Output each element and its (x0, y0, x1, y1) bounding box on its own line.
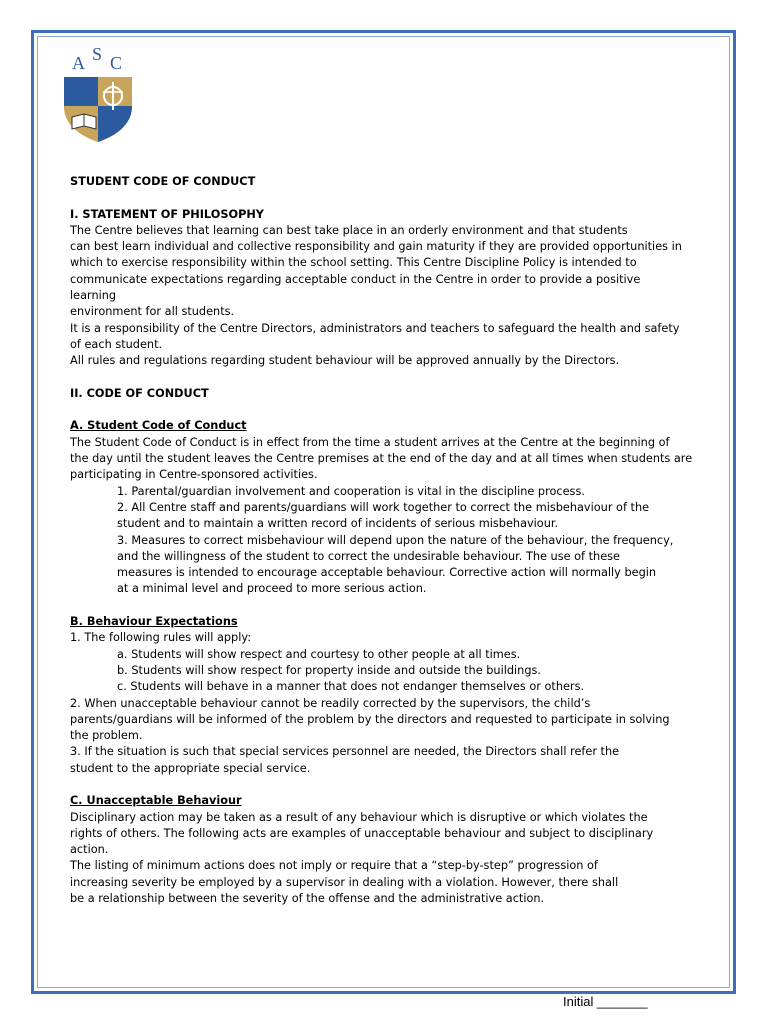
paragraph-line: 2. When unacceptable behaviour cannot be readily corrected by the supervisors, the child’s (70, 696, 591, 710)
list-item: and the willingness of the student to correct the undesirable behaviour. The use of these (117, 549, 620, 563)
logo-letter-s: S (92, 44, 103, 64)
paragraph-line: 3. If the situation is such that special services personnel are needed, the Directors shall refer the (70, 745, 620, 759)
paragraph-line: The listing of minimum actions does not imply or require that a “step-by-step” progression of (70, 859, 598, 873)
paragraph-line: The Centre believes that learning can best take place in an orderly environment and that students (70, 223, 628, 237)
paragraph-line: can best learn individual and collective responsibility and gain maturity if they are provided opportunities in (70, 240, 682, 254)
list-item: 1. Parental/guardian involvement and cooperation is vital in the discipline process. (117, 484, 585, 498)
paragraph-line: action. (70, 843, 109, 857)
logo-letter-a: A (72, 53, 85, 73)
list-item: 2. All Centre staff and parents/guardians will work together to correct the misbehaviour of the (117, 500, 650, 514)
paragraph-line: learning (70, 289, 117, 303)
section-heading-a: A. Student Code of Conduct (70, 419, 247, 433)
section-heading-b: B. Behaviour Expectations (70, 615, 238, 629)
paragraph-line: parents/guardians will be informed of the problem by the directors and requested to participate in solving (70, 712, 670, 726)
paragraph-line: All rules and regulations regarding student behaviour will be approved annually by the Directors. (70, 354, 620, 368)
paragraph-line: environment for all students. (70, 305, 235, 319)
list-item: 3. Measures to correct misbehaviour will depend upon the nature of the behaviour, the frequency, (117, 533, 674, 547)
asc-logo (60, 44, 136, 144)
paragraph-line: increasing severity be employed by a supervisor in dealing with a violation. However, there shall (70, 875, 619, 889)
paragraph-line: 1. The following rules will apply: (70, 631, 252, 645)
section-heading-c: C. Unacceptable Behaviour (70, 794, 242, 808)
paragraph-line: participating in Centre-sponsored activities. (70, 468, 318, 482)
paragraph-line: the problem. (70, 729, 143, 743)
rule-item: a. Students will show respect and courtesy to other people at all times. (117, 647, 521, 661)
logo-letter-c: C (110, 53, 123, 73)
paragraph-line: the day until the student leaves the Centre premises at the end of the day and at all times when students are (70, 452, 693, 466)
initial-field[interactable]: Initial _______ (563, 994, 648, 1009)
list-item: student and to maintain a written record of incidents of serious misbehaviour. (117, 517, 559, 531)
section-heading-code-of-conduct: II. CODE OF CONDUCT (70, 386, 209, 400)
paragraph-line: be a relationship between the severity of the offense and the administrative action. (70, 892, 545, 906)
list-item: measures is intended to encourage acceptable behaviour. Corrective action will normally begin (117, 566, 657, 580)
paragraph-line: of each student. (70, 337, 163, 351)
list-item: at a minimal level and proceed to more serious action. (117, 582, 427, 596)
section-heading-philosophy: I. STATEMENT OF PHILOSOPHY (70, 207, 264, 221)
document-body (70, 174, 720, 907)
page-title: STUDENT CODE OF CONDUCT (70, 175, 256, 188)
paragraph-line: communicate expectations regarding acceptable conduct in the Centre in order to provide a positive (70, 272, 641, 286)
paragraph-line: student to the appropriate special service. (70, 761, 311, 775)
shield-crest-icon (60, 44, 136, 144)
paragraph-line: which to exercise responsibility within the school setting. This Centre Discipline Policy is intended to (70, 256, 637, 270)
rule-item: c. Students will behave in a manner that does not endanger themselves or others. (117, 680, 585, 694)
rule-item: b. Students will show respect for property inside and outside the buildings. (117, 663, 541, 677)
paragraph-line: rights of others. The following acts are examples of unacceptable behaviour and subject to disciplinary (70, 826, 654, 840)
paragraph-line: Disciplinary action may be taken as a result of any behaviour which is disruptive or which violates the (70, 810, 648, 824)
paragraph-line: It is a responsibility of the Centre Directors, administrators and teachers to safeguard the health and safety (70, 321, 680, 335)
paragraph-line: The Student Code of Conduct is in effect from the time a student arrives at the Centre at the beginning of (70, 435, 670, 449)
